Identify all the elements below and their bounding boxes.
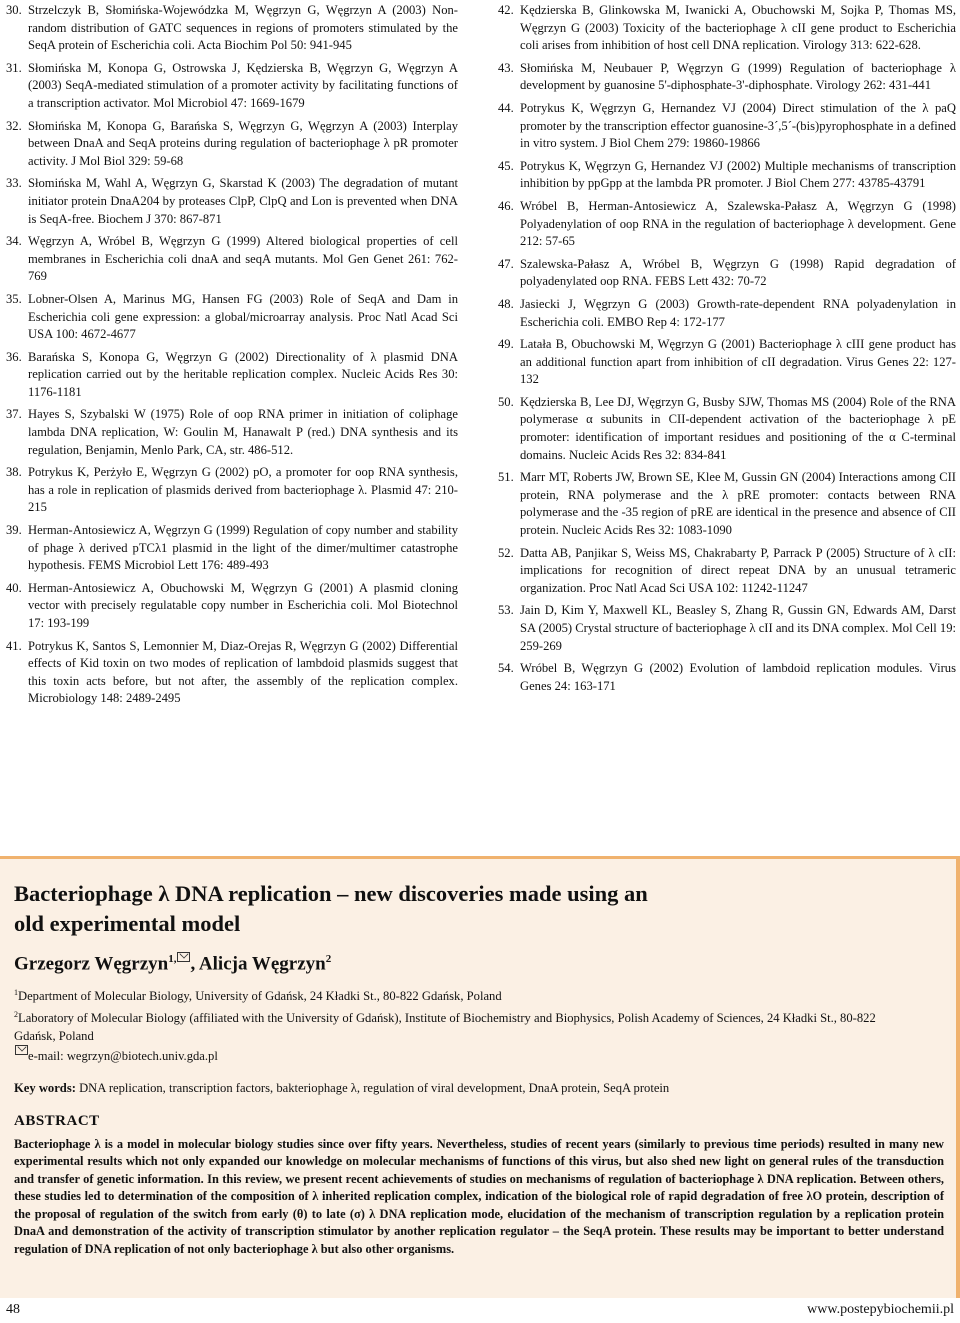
reference-item (498, 660, 956, 695)
contact-email (14, 1045, 914, 1066)
references-right-column (498, 2, 956, 700)
reference-item (498, 100, 956, 153)
reference-item (6, 406, 458, 459)
reference-item (6, 580, 458, 633)
reference-text: Potrykus K, Węgrzyn G, Hernandez VJ (2002) Multiple mechanisms of transcription inhibition by ppGpp at the lambda PR promoter. J Biol Chem 277: 43785-43791 (520, 158, 956, 191)
reference-number: 41. (6, 638, 22, 653)
reference-item (6, 522, 458, 575)
author-name: Alicja Węgrzyn (198, 953, 326, 975)
website-link[interactable]: www.postepybiochemii.pl (807, 1302, 954, 1317)
reference-item (498, 256, 956, 291)
envelope-icon (177, 952, 190, 962)
reference-text: Lobner-Olsen A, Marinus MG, Hansen FG (2003) Role of SeqA and Dam in Escherichia coli gene expression: a global/microarray analysis. Proc Natl Acad Sci USA 100: 4672-4677 (28, 291, 458, 342)
reference-item (6, 638, 458, 708)
reference-number: 40. (6, 580, 22, 595)
reference-text: Hayes S, Szybalski W (1975) Role of oop RNA primer in initiation of coliphage lambda DNA replication, W: Goulin M, Hanawalt P (red.) DNA synthesis and its regulation, Benjamin, Menlo Park, CA, str. 486-512. (28, 407, 458, 457)
reference-text: Kędzierska B, Lee DJ, Węgrzyn G, Busby SJW, Thomas MS (2004) Role of the RNA polymerase α subunits in CII-dependent activation of the bacteriophage λ pE promoter: identification of important residues and positioning of the α C-terminal domains. Nucleic Acids Res 32: 834-841 (520, 394, 956, 462)
envelope-icon (15, 1045, 28, 1055)
reference-number: 30. (6, 3, 22, 17)
reference-text: Słomińska M, Konopa G, Barańska S, Węgrzyn G, Węgrzyn A (2003) Interplay between DnaA and SeqA proteins during regulation of bacteriophage λ pR promoter activity. J Mol Biol 329: 59-68 (28, 118, 458, 168)
reference-number: 48. (498, 296, 514, 311)
affiliation-marker: 2 (14, 1010, 18, 1020)
affiliation-text: Laboratory of Molecular Biology (affiliated with the University of Gdańsk), Institute of Biochemistry and Biophysics, Polish Academy of Sciences, 24 Kładki St., 80-822 Gdańsk, Poland (14, 1011, 876, 1043)
reference-item (6, 118, 458, 171)
reference-text: Datta AB, Panjikar S, Weiss MS, Chakrabarty P, Parrack P (2005) Structure of λ cII: implications for recognition of direct repeat DNA by an unusual tetrameric organization. Proc Natl Acad Sci USA 102: 11242-11247 (520, 545, 956, 595)
reference-text: Szalewska-Pałasz A, Wróbel B, Węgrzyn G (1998) Rapid degradation of polyadenylated oop RNA. FEBS Lett 432: 70-72 (520, 256, 956, 289)
reference-text: Herman-Antosiewicz A, Węgrzyn G (1999) Regulation of copy number and stability of phage λ derived pTCλ1 plasmid in the light of the dimer/multimer catastrophe hypothesis. FEMS Microbiol Lett 176: 489-493 (28, 523, 458, 573)
reference-text: Wróbel B, Herman-Antosiewicz A, Szalewska-Pałasz A, Węgrzyn G (1998) Polyadenylation of oop RNA in the regulation of bacteriophage λ development. Gene 212: 57-65 (520, 198, 956, 249)
reference-text: Jasiecki J, Węgrzyn G (2003) Growth-rate-dependent RNA polyadenylation in Escherichia coli. EMBO Rep 4: 172-177 (520, 296, 956, 329)
affiliations (14, 984, 914, 1066)
abstract-heading: ABSTRACT (14, 1112, 100, 1129)
reference-number: 39. (6, 523, 22, 538)
reference-number: 44. (498, 100, 514, 115)
reference-text: Herman-Antosiewicz A, Obuchowski M, Węgrzyn G (2001) A plasmid cloning vector with precisely regulatable copy number in Escherichia coli. Mol Biotechnol 17: 193-199 (28, 580, 458, 630)
reference-number: 34. (6, 234, 22, 249)
author-line (14, 947, 944, 976)
keywords (14, 1080, 944, 1097)
reference-item (498, 545, 956, 598)
article-header-box (0, 856, 960, 1298)
reference-text: Potrykus K, Węgrzyn G, Hernandez VJ (2004) Direct stimulation of the λ paQ promoter by the transcription effector guanosine-3´,5´-(bis)pyrophosphate in a defined in vitro system. J Biol Chem 279: 19860-19866 (520, 100, 956, 151)
reference-number: 33. (6, 176, 22, 191)
reference-text: Węgrzyn A, Wróbel B, Węgrzyn G (1999) Altered biological properties of cell membranes in Escherichia coli dnaA and seqA mutants. Mol Gen Genet 261: 762-769 (28, 234, 458, 284)
reference-text: Latała B, Obuchowski M, Węgrzyn G (2001) Bacteriophage λ cIII gene product has an additional function apart from inhibition of cII degradation. Virus Genes 22: 127-132 (520, 337, 956, 387)
references-left-column (6, 2, 458, 713)
page-footer (0, 1300, 960, 1323)
reference-item (6, 60, 458, 113)
article-header-content (14, 879, 944, 1258)
author-name: Grzegorz Węgrzyn (14, 953, 169, 975)
reference-number: 38. (6, 465, 22, 480)
author-separator: , (190, 953, 199, 975)
reference-number: 50. (498, 394, 514, 409)
page-number: 48 (6, 1302, 20, 1317)
reference-text: Barańska S, Konopa G, Węgrzyn G (2002) Directionality of λ plasmid DNA replication carried out by the heritable replication complex. Nucleic Acids Res 30: 1176-1181 (28, 349, 458, 399)
reference-number: 49. (498, 337, 514, 352)
reference-item (498, 198, 956, 251)
reference-text: Słomińska M, Neubauer P, Węgrzyn G (1999) Regulation of bacteriophage λ development by guanosine 5'-diphosphate-3'-diphosphate. Virology 262: 431-441 (520, 60, 956, 93)
keywords-text: DNA replication, transcription factors, bakteriophage λ, regulation of viral development, DnaA protein, SeqA protein (79, 1080, 670, 1095)
reference-item (498, 296, 956, 331)
reference-text: Kędzierska B, Glinkowska M, Iwanicki A, Obuchowski M, Sojka P, Thomas MS, Węgrzyn G (2003) Toxicity of the bacteriophage λ cII gene product to Escherichia coli arises from inhibition of host cell DNA replication. Virology 313: 622-628. (520, 3, 956, 53)
reference-item (6, 291, 458, 344)
reference-number: 43. (498, 60, 514, 75)
reference-text: Potrykus K, Perżyło E, Węgrzyn G (2002) pO, a promoter for oop RNA synthesis, has a role in replication of plasmids derived from bacteriophage λ. Plasmid 47: 210-215 (28, 465, 458, 515)
abstract-text: Bacteriophage λ is a model in molecular biology studies since over fifty years. Nevertheless, studies of recent years (similarly to previous time periods) resulted in many new experimental results which not only expanded our knowledge on molecular mechanisms of functions of this virus, but also shed new light on general rules of the transduction and transfer of genetic information. In this review, we present recent achievements of studies on mechanisms of regulation of bacteriophage λ DNA replication. Between others, these studies led to determination of the composition of λ inherited replication complex, indication of the biological role of rapid degradation of free λO protein, description of the proposal of regulation of the switch from early (θ) to late (σ) λ DNA replication mode, elucidation of the mechanism of transcription regulation by a replication protein DnaA and demonstration of the activity of transcription stimulator by another replication regulator – the SeqA protein. These results may be important to better understand regulation of DNA replication of not only bacteriophage λ but also other organisms. (14, 1136, 944, 1256)
email-text: e-mail: wegrzyn@biotech.univ.gda.pl (28, 1049, 218, 1064)
reference-item (498, 2, 956, 55)
reference-item (498, 469, 956, 539)
reference-number: 37. (6, 407, 22, 422)
article-title: Bacteriophage λ DNA replication – new discoveries made using an old experimental model (14, 881, 648, 936)
reference-text: Potrykus K, Santos S, Lemonnier M, Diaz-Orejas R, Węgrzyn G (2002) Differential effects of Kid toxin on two modes of replication of lambdoid plasmids suggest that this toxin acts before, but not after, the assembly of the replication complex. Microbiology 148: 2489-2495 (28, 638, 458, 706)
affiliation-text: Department of Molecular Biology, University of Gdańsk, 24 Kładki St., 80-822 Gdańsk, Poland (18, 989, 502, 1004)
reference-item (498, 336, 956, 389)
reference-text: Marr MT, Roberts JW, Brown SE, Klee M, Gussin GN (2004) Interactions among CII protein, RNA polymerase and the λ pRE promoter: contacts between RNA polymerase and the -35 region of pRE are identical in the presence and absence of CII protein. Nucleic Acids Res 32: 1083-1090 (520, 470, 956, 538)
reference-number: 46. (498, 198, 514, 213)
reference-number: 53. (498, 603, 514, 618)
reference-number: 54. (498, 661, 514, 676)
reference-item (6, 175, 458, 228)
reference-number: 51. (498, 470, 514, 485)
author-affiliation-marker: 1, (168, 953, 177, 965)
reference-text: Słomińska M, Konopa G, Ostrowska J, Kędzierska B, Węgrzyn G, Węgrzyn A (2003) SeqA-mediated stimulation of a promoter activity by facilitating functions of a transcription activator. Mol Microbiol 47: 1669-1679 (28, 60, 458, 110)
reference-number: 35. (6, 291, 22, 306)
keywords-label: Key words: (14, 1080, 76, 1095)
reference-item (498, 394, 956, 464)
reference-number: 45. (498, 158, 514, 173)
reference-text: Jain D, Kim Y, Maxwell KL, Beasley S, Zhang R, Gussin GN, Edwards AM, Darst SA (2005) Crystal structure of bacteriophage λ cII and its DNA complex. Mol Cell 19: 259-269 (520, 603, 956, 653)
reference-text: Wróbel B, Węgrzyn G (2002) Evolution of lambdoid replication modules. Virus Genes 24: 163-171 (520, 661, 956, 693)
reference-text: Słomińska M, Wahl A, Węgrzyn G, Skarstad K (2003) The degradation of mutant initiator protein DnaA204 by proteases ClpP, ClpQ and Lon is prevented when DNA is SeqA-free. Biochem J 370: 867-871 (28, 176, 458, 226)
reference-number: 42. (498, 3, 514, 17)
affiliation-1 (14, 984, 914, 1006)
reference-number: 32. (6, 118, 22, 133)
reference-text: Strzelczyk B, Słomińska-Wojewódzka M, Węgrzyn G, Węgrzyn A (2003) Non-random distribution of GATC sequences in regions of promoters stimulated by the SeqA protein of Escherichia coli. Acta Biochim Pol 50: 941-945 (28, 3, 458, 53)
reference-item (6, 233, 458, 286)
reference-item (6, 349, 458, 402)
reference-item (6, 464, 458, 517)
reference-item (498, 60, 956, 95)
reference-item (498, 602, 956, 655)
reference-number: 36. (6, 349, 22, 364)
reference-item (498, 158, 956, 193)
affiliation-marker: 1 (14, 988, 18, 998)
reference-number: 31. (6, 60, 22, 75)
reference-item (6, 2, 458, 55)
reference-number: 47. (498, 256, 514, 271)
affiliation-2 (14, 1006, 914, 1045)
reference-number: 52. (498, 545, 514, 560)
author-affiliation-marker: 2 (325, 953, 332, 965)
